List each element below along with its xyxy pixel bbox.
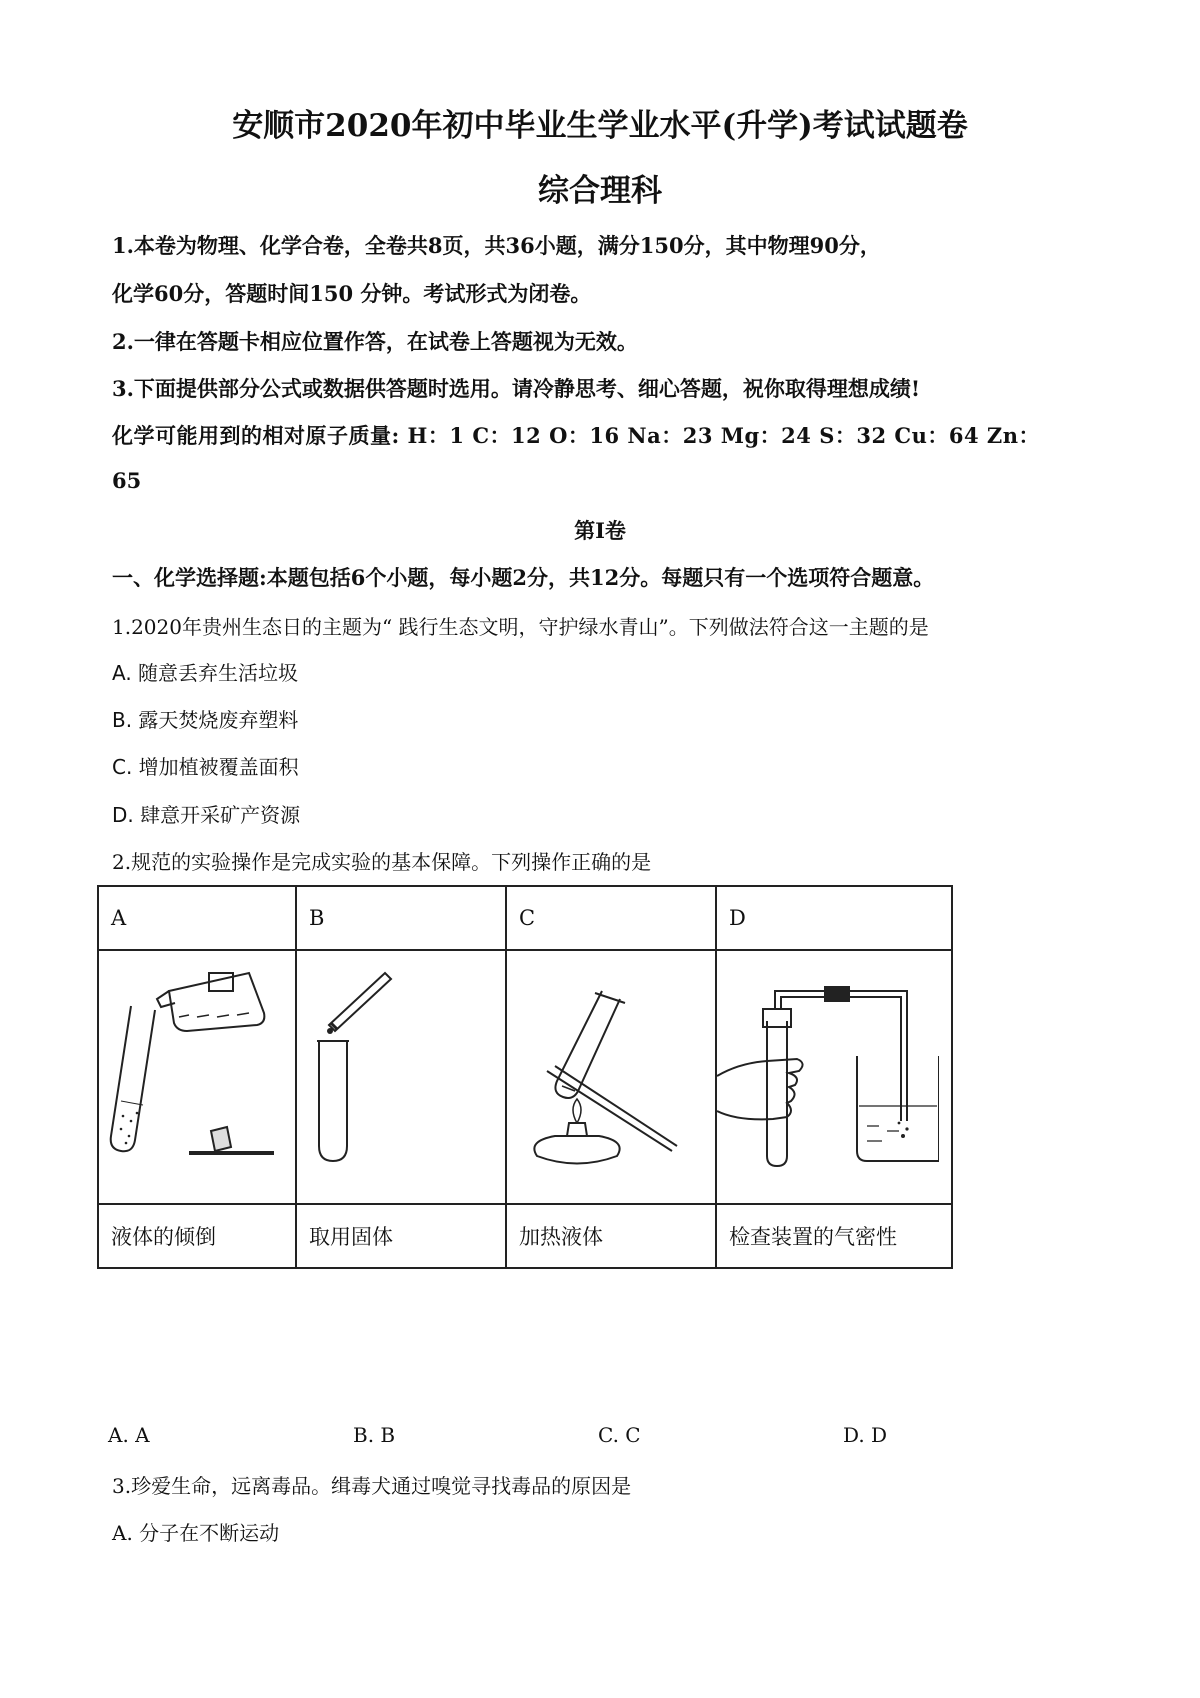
image-liquid-pouring [98, 950, 296, 1204]
exam-subtitle: 综合理科 [538, 173, 662, 209]
image-airtightness-check [716, 950, 952, 1204]
question-2-answer-b: B. B [353, 1423, 396, 1447]
question-2-answer-d: D. D [843, 1423, 888, 1447]
question-2-answer-a: A. A [108, 1423, 150, 1447]
question-2-stem: 2.规范的实验操作是完成实验的基本保障。下列操作正确的是 [112, 850, 652, 874]
instruction-line-3: 2.一律在答题卡相应位置作答，在试卷上答题视为无效。 [112, 329, 638, 354]
question-3-option-a: A. 分子在不断运动 [112, 1521, 280, 1545]
question-1-option-d: D. 肆意开采矿产资源 [112, 803, 301, 827]
question-1-option-c: C. 增加植被覆盖面积 [112, 755, 299, 779]
instruction-line-5: 化学可能用到的相对原子质量: H：1 C：12 O：16 Na：23 Mg：24 S：32 Cu：64 Zn： [112, 423, 1041, 448]
table-header-c: C [506, 886, 716, 950]
table-header-b: B [296, 886, 506, 950]
section-heading: 一、化学选择题:本题包括6个小题，每小题2分，共12分。每题只有一个选项符合题意。 [112, 565, 935, 590]
instruction-line-6: 65 [112, 468, 142, 493]
exam-title: 安顺市2020年初中毕业生学业水平(升学)考试试题卷 [232, 108, 968, 144]
question-2-answer-c: C. C [598, 1423, 641, 1447]
caption-c: 加热液体 [506, 1204, 716, 1268]
image-solid-taking [296, 950, 506, 1204]
table-header-a: A [98, 886, 296, 950]
question-3-stem: 3.珍爱生命，远离毒品。缉毒犬通过嗅觉寻找毒品的原因是 [112, 1474, 632, 1498]
question-2-table [97, 885, 953, 1269]
caption-d: 检查装置的气密性 [716, 1204, 952, 1268]
table-header-d: D [716, 886, 952, 950]
caption-a: 液体的倾倒 [98, 1204, 296, 1268]
volume-heading: 第I卷 [574, 518, 626, 543]
question-1-stem: 1.2020年贵州生态日的主题为“ 践行生态文明，守护绿水青山”。下列做法符合这一主题的是 [112, 615, 929, 639]
question-1-option-b: B. 露天焚烧废弃塑料 [112, 708, 299, 732]
caption-b: 取用固体 [296, 1204, 506, 1268]
instruction-line-1: 1.本卷为物理、化学合卷，全卷共8页，共36小题，满分150分，其中物理90分， [112, 233, 881, 258]
image-heating-liquid [506, 950, 716, 1204]
instruction-line-2: 化学60分，答题时间150 分钟。考试形式为闭卷。 [112, 281, 592, 306]
question-1-option-a: A. 随意丢弃生活垃圾 [112, 661, 299, 685]
instruction-line-4: 3.下面提供部分公式或数据供答题时选用。请冷静思考、细心答题，祝你取得理想成绩! [112, 376, 921, 401]
